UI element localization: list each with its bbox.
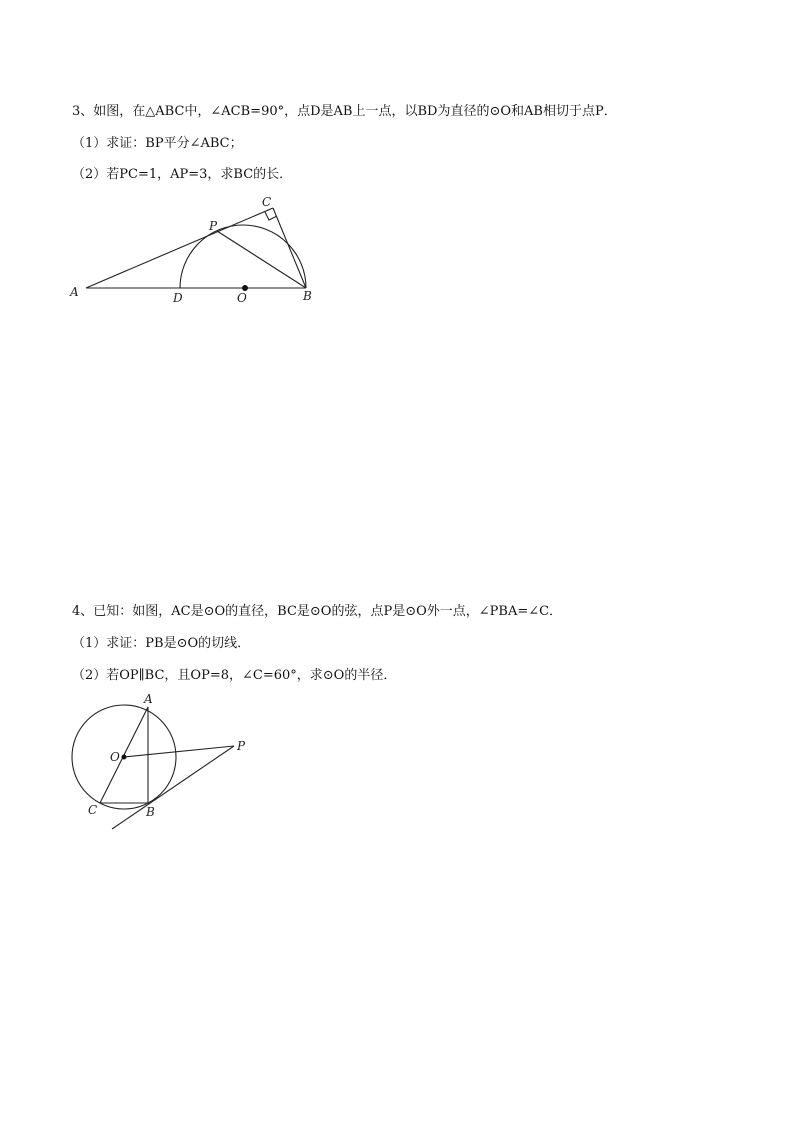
label-b: B <box>303 289 312 303</box>
center-point-o <box>122 755 127 760</box>
problem-4-part-1: （1）求证：PB是⊙O的切线． <box>72 636 251 651</box>
segment-pb <box>217 231 306 288</box>
problem-3-part-1: （1）求证：BP平分∠ABC； <box>72 136 243 151</box>
label-a: A <box>144 692 153 706</box>
semicircle-o <box>180 225 306 288</box>
problem-4-statement: 4、已知：如图，AC是⊙O的直径，BC是⊙O的弦，点P是⊙O外一点，∠PBA=∠C． <box>72 604 563 619</box>
label-a: A <box>70 285 79 299</box>
label-b: B <box>146 805 155 819</box>
label-p: P <box>237 739 246 753</box>
segment-cb <box>273 208 306 288</box>
problem-3-figure <box>60 188 340 318</box>
segment-ac <box>86 208 273 288</box>
label-d: D <box>173 291 183 305</box>
problem-4-figure <box>60 690 260 835</box>
label-c: C <box>262 195 272 209</box>
problem-3-statement: 3、如图，在△ABC中，∠ACB=90°，点D是AB上一点，以BD为直径的⊙O和AB相切于点P． <box>72 104 617 119</box>
label-o: O <box>110 750 120 764</box>
label-c: C <box>88 803 98 817</box>
problem-4-part-2: （2）若OP∥BC，且OP=8，∠C=60°，求⊙O的半径． <box>72 668 397 683</box>
tangent-line-pb <box>112 746 234 829</box>
segment-op <box>124 746 234 757</box>
label-p: P <box>209 219 218 233</box>
problem-3-part-2: （2）若PC=1，AP=3，求BC的长． <box>72 167 293 182</box>
label-o: O <box>237 291 247 305</box>
